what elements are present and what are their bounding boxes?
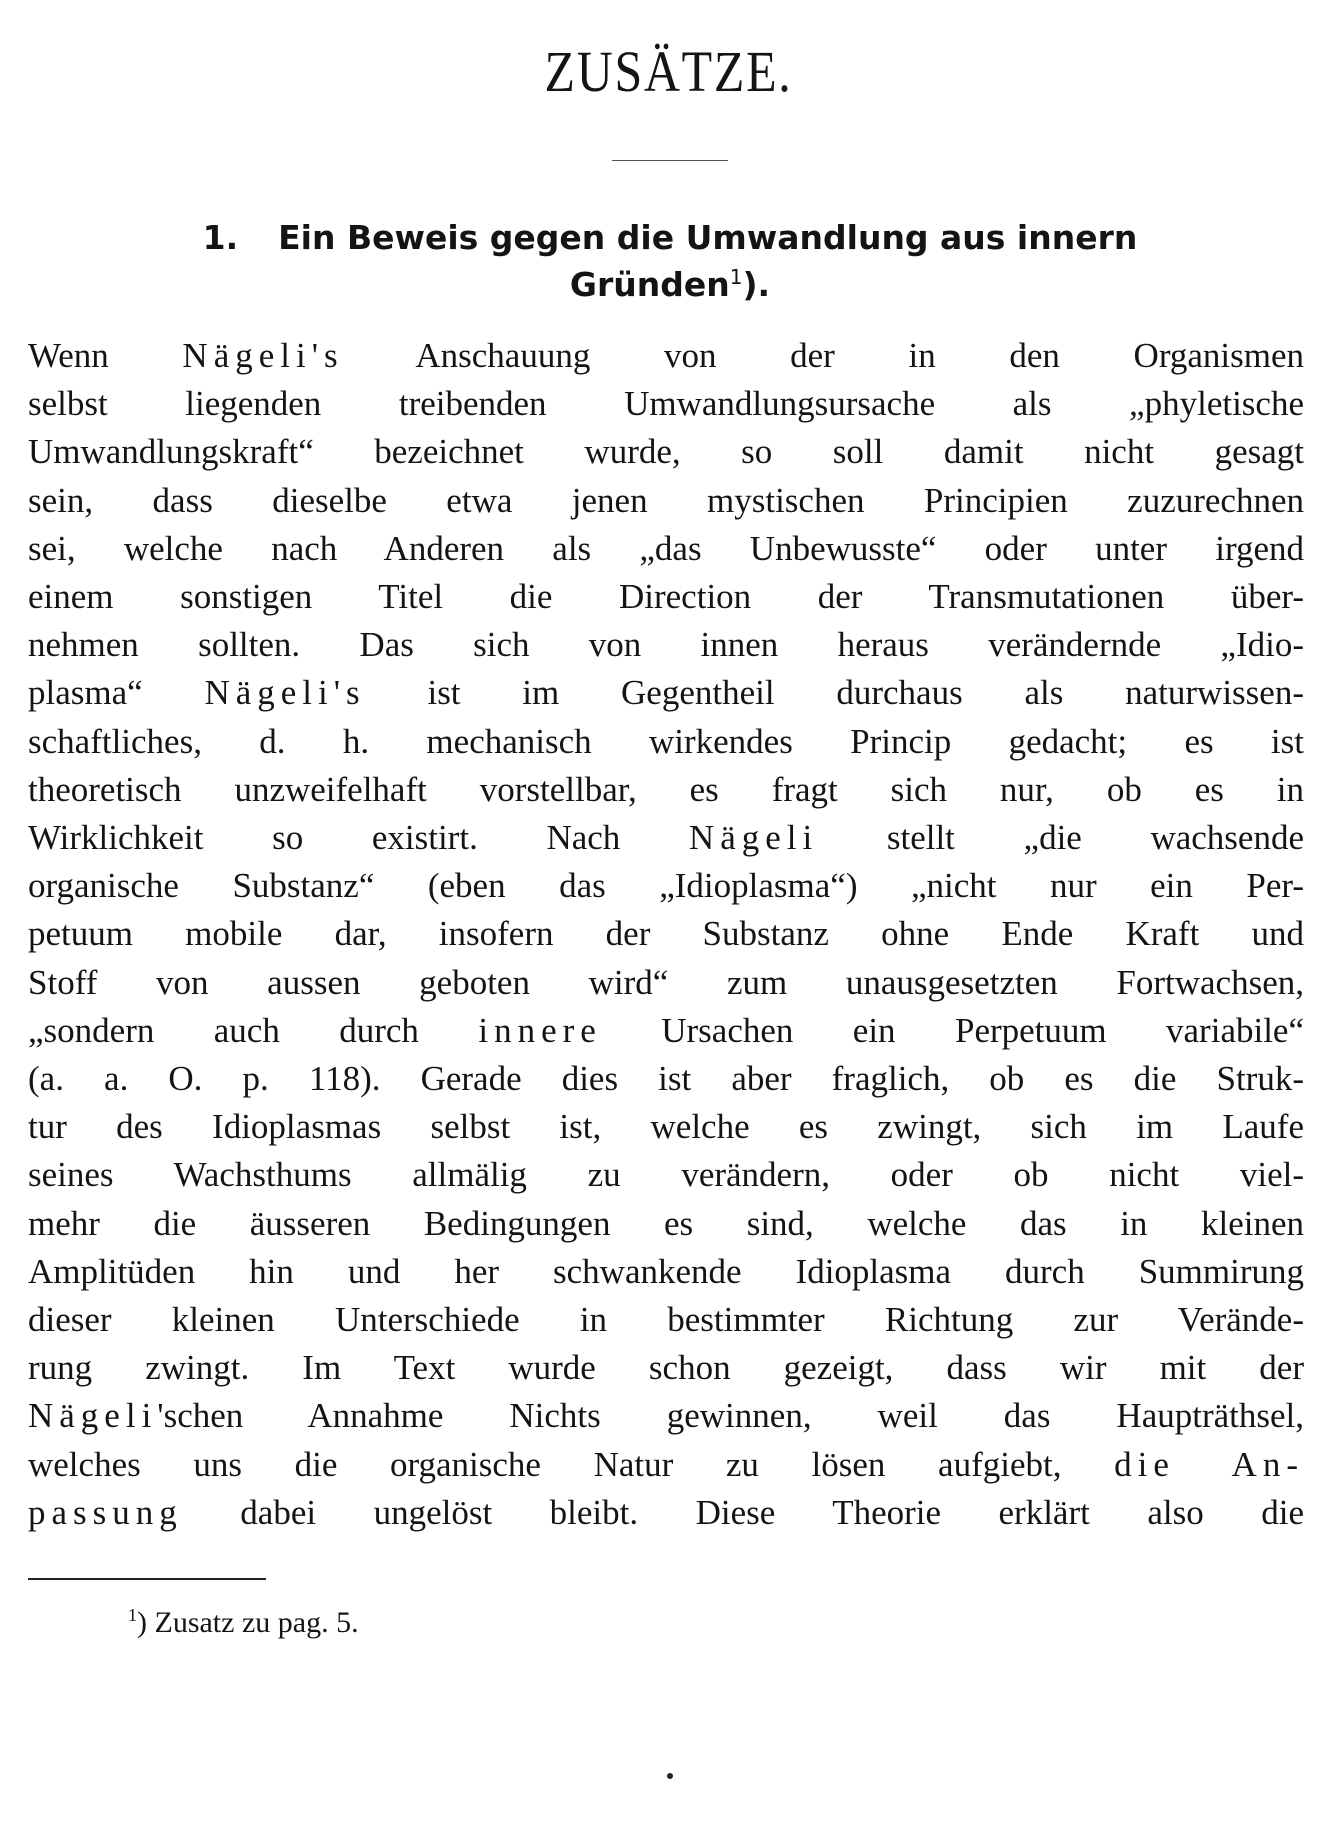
text-line xyxy=(28,1296,1304,1344)
text-line xyxy=(28,1007,1304,1055)
line-text: 'schen Annahme Nichts gewinnen, weil das Haupträthsel, xyxy=(157,1396,1304,1436)
section-heading xyxy=(110,214,1230,308)
line-text: einem sonstigen Titel die Direction der Transmutationen über- xyxy=(28,577,1304,617)
spaced-emphasis: Nägeli's xyxy=(204,673,366,713)
line-text: „sondern auch durch xyxy=(28,1010,479,1050)
line-text: petuum mobile dar, insofern der Substanz ohne Ende Kraft und xyxy=(28,914,1304,954)
text-line xyxy=(28,621,1304,669)
line-text: organische Substanz“ (eben das „Idioplasma“) „nicht nur ein Per- xyxy=(28,866,1304,906)
line-text: dieser kleinen Unterschiede in bestimmter Richtung zur Verände- xyxy=(28,1300,1304,1340)
text-line xyxy=(28,959,1304,1007)
spaced-emphasis: innere xyxy=(478,1010,602,1050)
section-heading-line1: Ein Beweis gegen die Umwandlung aus innern xyxy=(278,218,1138,257)
text-line xyxy=(28,910,1304,958)
line-text: selbst liegenden treibenden Umwandlungsursache als „phyletische xyxy=(28,384,1304,424)
line-text: Amplitüden hin und her schwankende Idioplasma durch Summirung xyxy=(28,1251,1304,1291)
line-text: (a. a. O. p. 118). Gerade dies ist aber fraglich, ob es die Struk- xyxy=(28,1059,1304,1099)
text-line xyxy=(28,814,1304,862)
line-text: Stoff von aussen geboten wird“ zum unausgesetzten Fortwachsen, xyxy=(28,962,1304,1002)
line-text: seines Wachsthums allmälig zu verändern, oder ob nicht viel- xyxy=(28,1155,1304,1195)
footnote xyxy=(128,1606,359,1640)
line-text: schaftliches, d. h. mechanisch wirkendes Princip gedacht; es ist xyxy=(28,721,1304,761)
spaced-emphasis: Nägeli's xyxy=(182,336,344,375)
line-text: Wirklichkeit so existirt. Nach xyxy=(28,818,689,858)
line-text: Wenn xyxy=(28,336,183,375)
spaced-emphasis: Nägeli xyxy=(688,818,819,858)
title-divider xyxy=(612,160,728,161)
line-text: Ursachen ein Perpetuum variabile“ xyxy=(601,1010,1304,1050)
text-line xyxy=(28,1248,1304,1296)
text-line xyxy=(28,766,1304,814)
line-text: sei, welche nach Anderen als „das Unbewusste“ oder unter irgend xyxy=(28,528,1304,568)
section-heading-line2: Gründen xyxy=(569,265,730,304)
spaced-emphasis: die An- xyxy=(1114,1444,1304,1484)
footnote-reference: 1 xyxy=(729,265,743,289)
footnote-marker: 1 xyxy=(128,1605,137,1625)
text-line xyxy=(28,1055,1304,1103)
text-line xyxy=(28,718,1304,766)
section-heading-closing: ). xyxy=(742,265,771,304)
text-line xyxy=(28,1489,1304,1537)
text-line xyxy=(28,862,1304,910)
page-title: ZUSÄTZE. xyxy=(544,39,793,104)
text-line xyxy=(28,1441,1304,1489)
line-text: rung zwingt. Im Text wurde schon gezeigt, dass wir mit der xyxy=(28,1348,1304,1388)
line-text: dabei ungelöst bleibt. Diese Theorie erklärt also die xyxy=(182,1492,1304,1532)
page-mark xyxy=(667,1773,673,1779)
footnote-divider xyxy=(28,1578,266,1580)
text-line xyxy=(28,332,1304,380)
text-line xyxy=(28,669,1304,717)
line-text: sein, dass dieselbe etwa jenen mystischen Principien zuzurechnen xyxy=(28,480,1304,520)
text-line xyxy=(28,1151,1304,1199)
text-line xyxy=(28,428,1304,476)
text-line xyxy=(28,525,1304,573)
text-line xyxy=(28,1200,1304,1248)
line-text: nehmen sollten. Das sich von innen heraus verändernde „Idio- xyxy=(28,625,1304,665)
line-text: ist im Gegentheil durchaus als naturwissen- xyxy=(365,673,1304,713)
section-number: 1. xyxy=(202,218,239,257)
line-text: mehr die äusseren Bedingungen es sind, welche das in kleinen xyxy=(28,1203,1304,1243)
text-line xyxy=(28,1344,1304,1392)
line-text: Umwandlungskraft“ bezeichnet wurde, so soll damit nicht gesagt xyxy=(28,432,1304,472)
line-text: welches uns die organische Natur zu lösen aufgiebt, xyxy=(28,1444,1115,1484)
footnote-text: ) Zusatz zu pag. 5. xyxy=(137,1606,359,1639)
text-line xyxy=(28,380,1304,428)
text-line xyxy=(28,1103,1304,1151)
line-text: tur des Idioplasmas selbst ist, welche es zwingt, sich im Laufe xyxy=(28,1107,1304,1147)
text-line xyxy=(28,1392,1304,1440)
line-text: Anschauung von der in den Organismen xyxy=(343,336,1304,375)
spaced-emphasis: passung xyxy=(28,1492,183,1532)
line-text: theoretisch unzweifelhaft vorstellbar, es fragt sich nur, ob es in xyxy=(28,769,1304,809)
spaced-emphasis: Nägeli xyxy=(28,1396,158,1436)
line-text: stellt „die wachsende xyxy=(818,818,1304,858)
body-paragraph xyxy=(28,332,1304,1537)
text-line xyxy=(28,477,1304,525)
line-text: plasma“ xyxy=(28,673,205,713)
text-line xyxy=(28,573,1304,621)
